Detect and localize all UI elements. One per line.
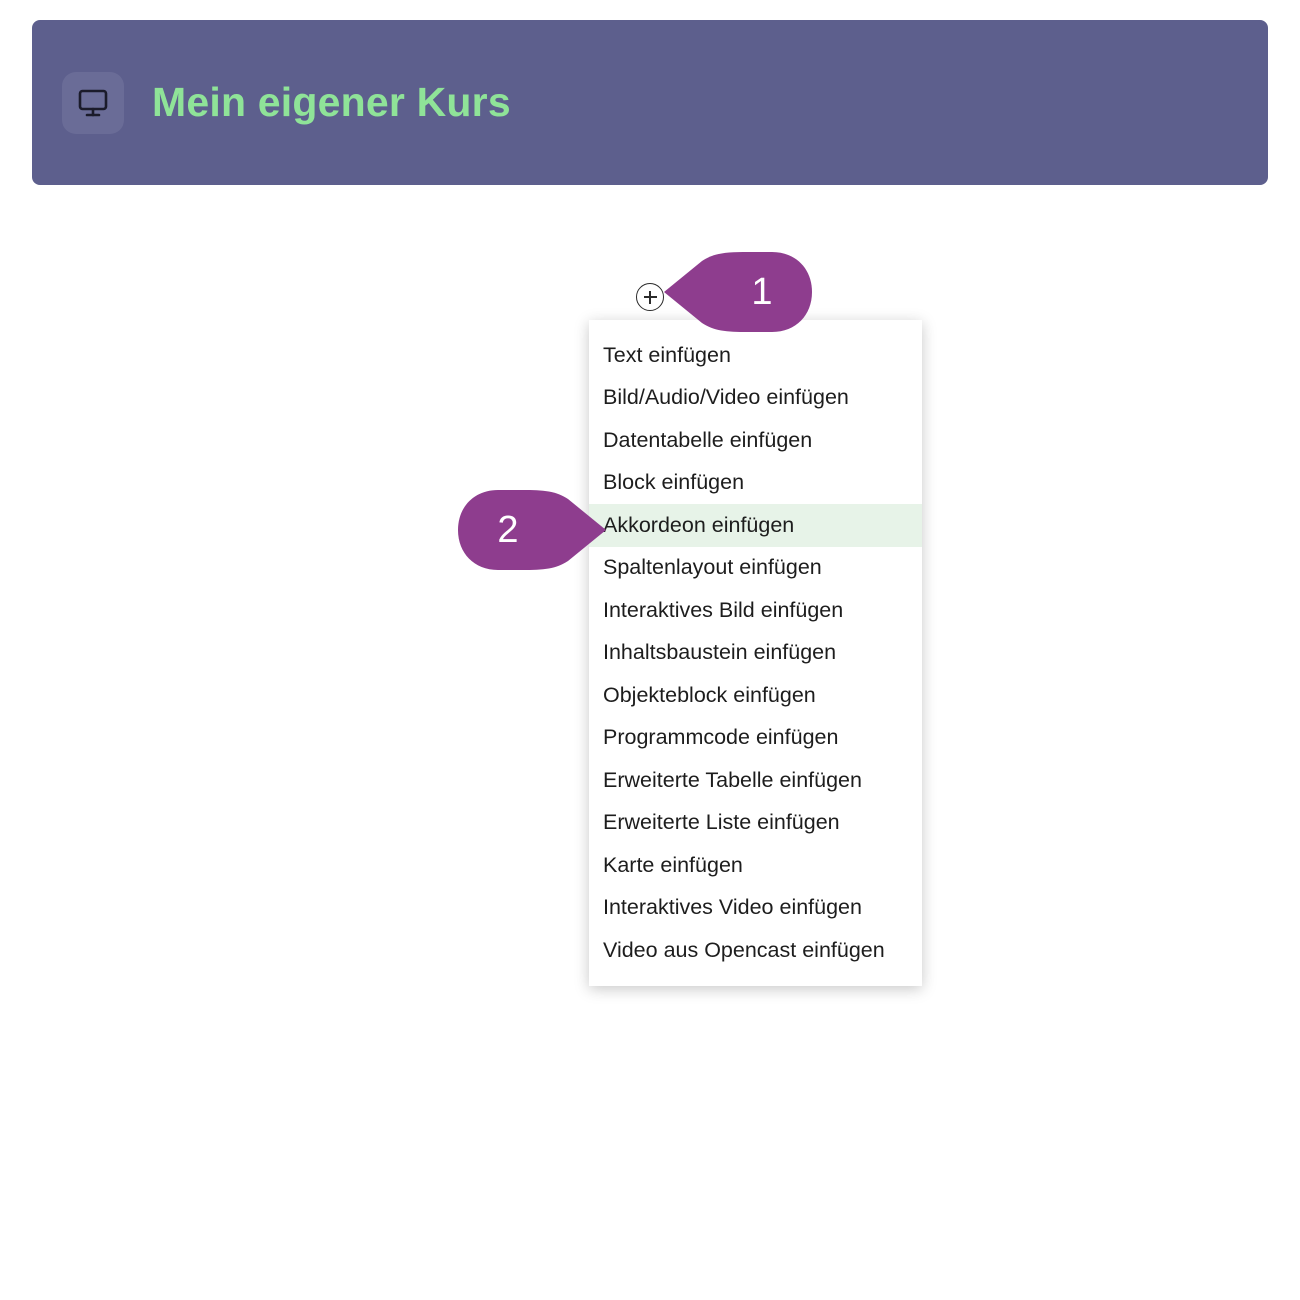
callout-number-1: 1: [751, 270, 773, 313]
menu-item-objekteblock-einfuegen[interactable]: Objekteblock einfügen: [603, 682, 816, 707]
menu-item-erweiterte-liste-einfuegen[interactable]: Erweiterte Liste einfügen: [603, 810, 840, 834]
menu-item-text-einfuegen[interactable]: Text einfügen: [603, 342, 731, 367]
callout-marker-1: [660, 252, 812, 332]
course-header: [32, 20, 1268, 185]
plus-vertical-stroke: [649, 291, 651, 304]
menu-item-inhaltsbaustein-einfuegen[interactable]: Inhaltsbaustein einfügen: [603, 640, 837, 664]
menu-item-akkordeon-einfuegen[interactable]: Akkordeon einfügen: [589, 504, 922, 547]
menu-item-spaltenlayout-einfuegen[interactable]: Spaltenlayout einfügen: [603, 555, 822, 579]
menu-item-karte-einfuegen[interactable]: Karte einfügen: [603, 852, 743, 877]
menu-item-video-aus-opencast-einfuegen[interactable]: Video aus Opencast einfügen: [603, 937, 885, 962]
menu-item-datentabelle-einfuegen[interactable]: Datentabelle einfügen: [603, 427, 813, 452]
callout-marker-2: [458, 490, 610, 570]
insert-element-menu[interactable]: [589, 320, 922, 986]
menu-item-interaktives-bild-einfuegen[interactable]: Interaktives Bild einfügen: [603, 597, 844, 622]
menu-item-bild-audio-video-einfuegen[interactable]: Bild/Audio/Video einfügen: [603, 385, 849, 409]
menu-item-block-einfuegen[interactable]: Block einfügen: [603, 470, 745, 494]
callout-number-2: 2: [497, 508, 519, 551]
page-title: Mein eigener Kurs: [152, 79, 511, 125]
presentation-screen-icon: [62, 72, 124, 134]
menu-item-programmcode-einfuegen[interactable]: Programmcode einfügen: [603, 725, 839, 749]
menu-item-erweiterte-tabelle-einfuegen[interactable]: Erweiterte Tabelle einfügen: [603, 767, 862, 792]
menu-item-interaktives-video-einfuegen[interactable]: Interaktives Video einfügen: [603, 895, 862, 919]
